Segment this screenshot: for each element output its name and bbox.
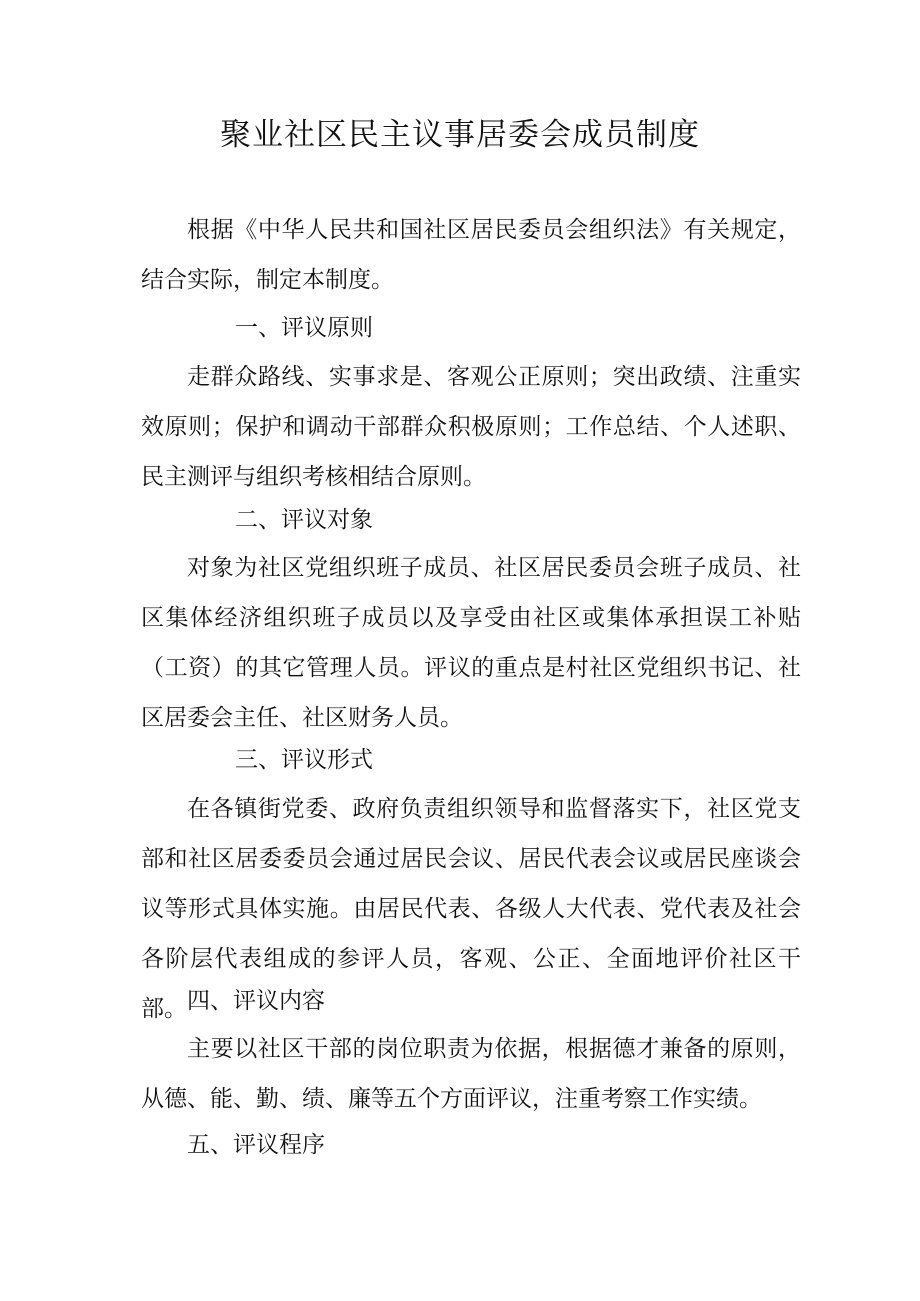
- section-heading-principles: 一、评议原则: [235, 315, 373, 341]
- section-body-forms: 在各镇街党委、政府负责组织领导和监督落实下，社区党支部和社区居委委员会通过居民会议、居民代表会议或居民座谈会议等形式具体实施。由居民代表、各级人大代表、党代表及社会各阶层代表组成的参评人员，客观、公正、全面地评价社区干部。: [141, 796, 801, 1022]
- document-title: 聚业社区民主议事居委会成员制度: [220, 117, 700, 153]
- section-heading-targets: 二、评议对象: [235, 507, 373, 533]
- section-heading-procedure: 五、评议程序: [187, 1132, 325, 1158]
- section-heading-forms: 三、评议形式: [235, 747, 373, 773]
- section-body-principles: 走群众路线、实事求是、客观公正原则；突出政绩、注重实效原则；保护和调动干部群众积极原则；工作总结、个人述职、民主测评与组织考核相结合原则。: [141, 364, 801, 490]
- section-body-targets: 对象为社区党组织班子成员、社区居民委员会班子成员、社区集体经济组织班子成员以及享受由社区或集体承担误工补贴（工资）的其它管理人员。评议的重点是村社区党组织书记、社区居委会主任、社区财务人员。: [141, 555, 801, 731]
- section-heading-content: 四、评议内容: [187, 988, 325, 1014]
- section-body-content: 主要以社区干部的岗位职责为依据，根据德才兼备的原则，从德、能、勤、绩、廉等五个方面评议，注重考察工作实绩。: [141, 1036, 801, 1112]
- intro-paragraph: 根据《中华人民共和国社区居民委员会组织法》有关规定，结合实际，制定本制度。: [141, 217, 801, 293]
